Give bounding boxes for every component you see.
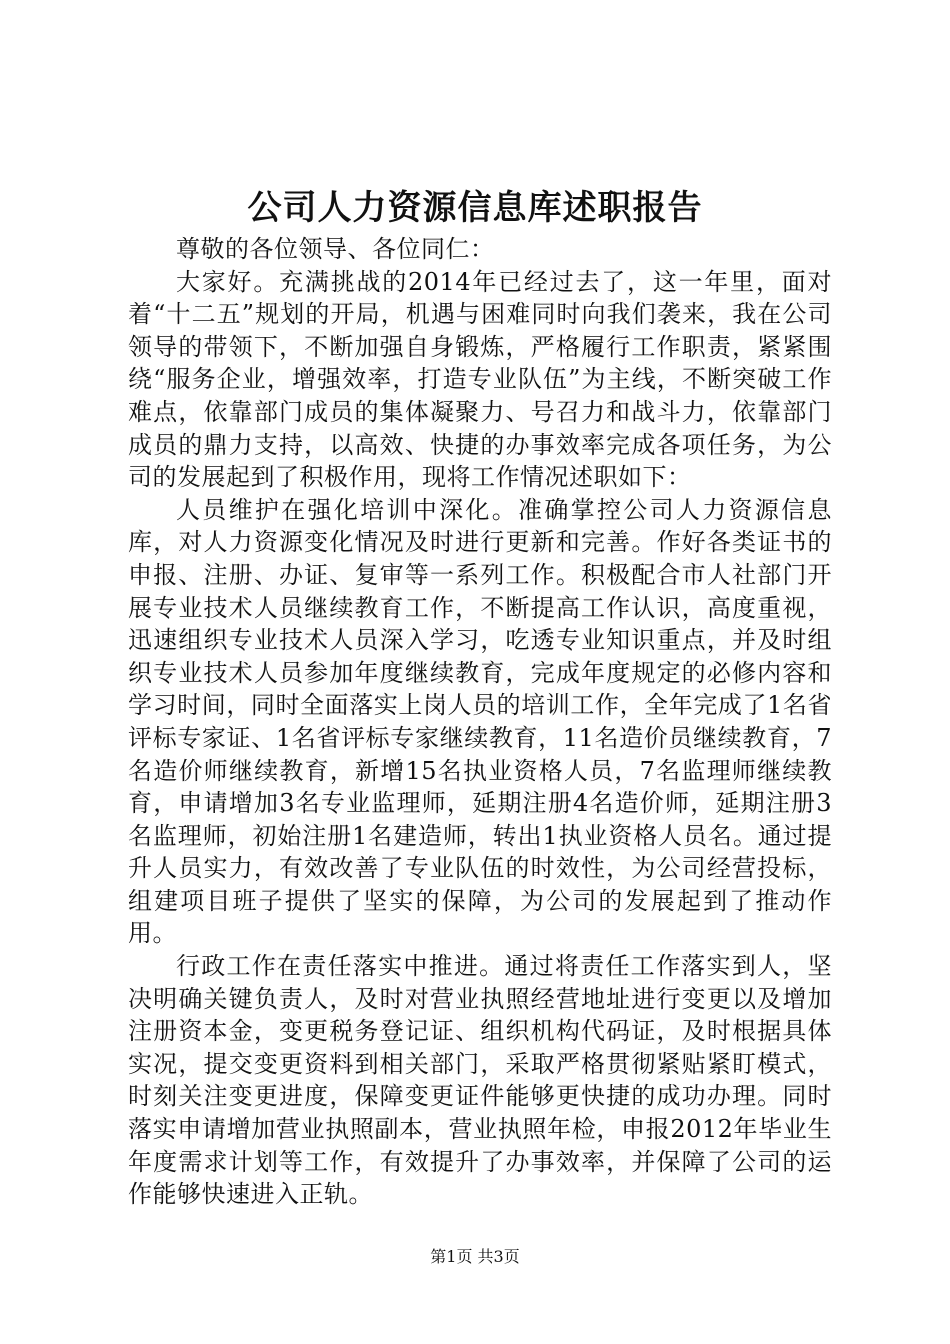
salutation-paragraph: 尊敬的各位领导、各位同仁： [176, 235, 495, 263]
intro-paragraph: 大家好。充满挑战的2014年已经过去了，这一年里，面对着“十二五”规划的开局，机遇与困难同时向我们袭来，我在公司领导的带领下，不断加强自身锻炼，严格履行工作职责，紧紧围绕“服务企业，增强效率，打造专业队伍”为主线，不断突破工作难点，依靠部门成员的集体凝聚力、号召力和战斗力，依靠部门成员的鼎力支持，以高效、快捷的办事效率完成各项任务，为公司的发展起到了积极作用，现将工作情况述职如下： [128, 267, 832, 492]
document-body [128, 233, 832, 1211]
page-footer: 第1页 共3页 [430, 1247, 520, 1266]
administration-paragraph: 行政工作在责任落实中推进。通过将责任工作落实到人，坚决明确关键负责人，及时对营业执照经营地址进行变更以及增加注册资本金，变更税务登记证、组织机构代码证，及时根据具体实况，提交变更资料到相关部门，采取严格贯彻紧贴紧盯模式，时刻关注变更进度，保障变更证件能够更快捷的成功办理。同时落实申请增加营业执照副本，营业执照年检，申报2012年毕业生年度需求计划等工作，有效提升了办事效率，并保障了公司的运作能够快速进入正轨。 [128, 952, 832, 1209]
document-title: 公司人力资源信息库述职报告 [247, 188, 703, 228]
personnel-paragraph: 人员维护在强化培训中深化。准确掌控公司人力资源信息库，对人力资源变化情况及时进行更新和完善。作好各类证书的申报、注册、办证、复审等一系列工作。积极配合市人社部门开展专业技术人员继续教育工作，不断提高工作认识，高度重视，迅速组织专业技术人员深入学习，吃透专业知识重点，并及时组织专业技术人员参加年度继续教育，完成年度规定的必修内容和学习时间，同时全面落实上岗人员的培训工作，全年完成了1名省评标专家证、1名省评标专家继续教育，11名造价员继续教育，7名造价师继续教育，新增15名执业资格人员，7名监理师继续教育，申请增加3名专业监理师，延期注册4名造价师，延期注册3名监理师，初始注册1名建造师，转出1执业资格人员名。通过提升人员实力，有效改善了专业队伍的时效性，为公司经营投标，组建项目班子提供了坚实的保障，为公司的发展起到了推动作用。 [128, 495, 832, 948]
